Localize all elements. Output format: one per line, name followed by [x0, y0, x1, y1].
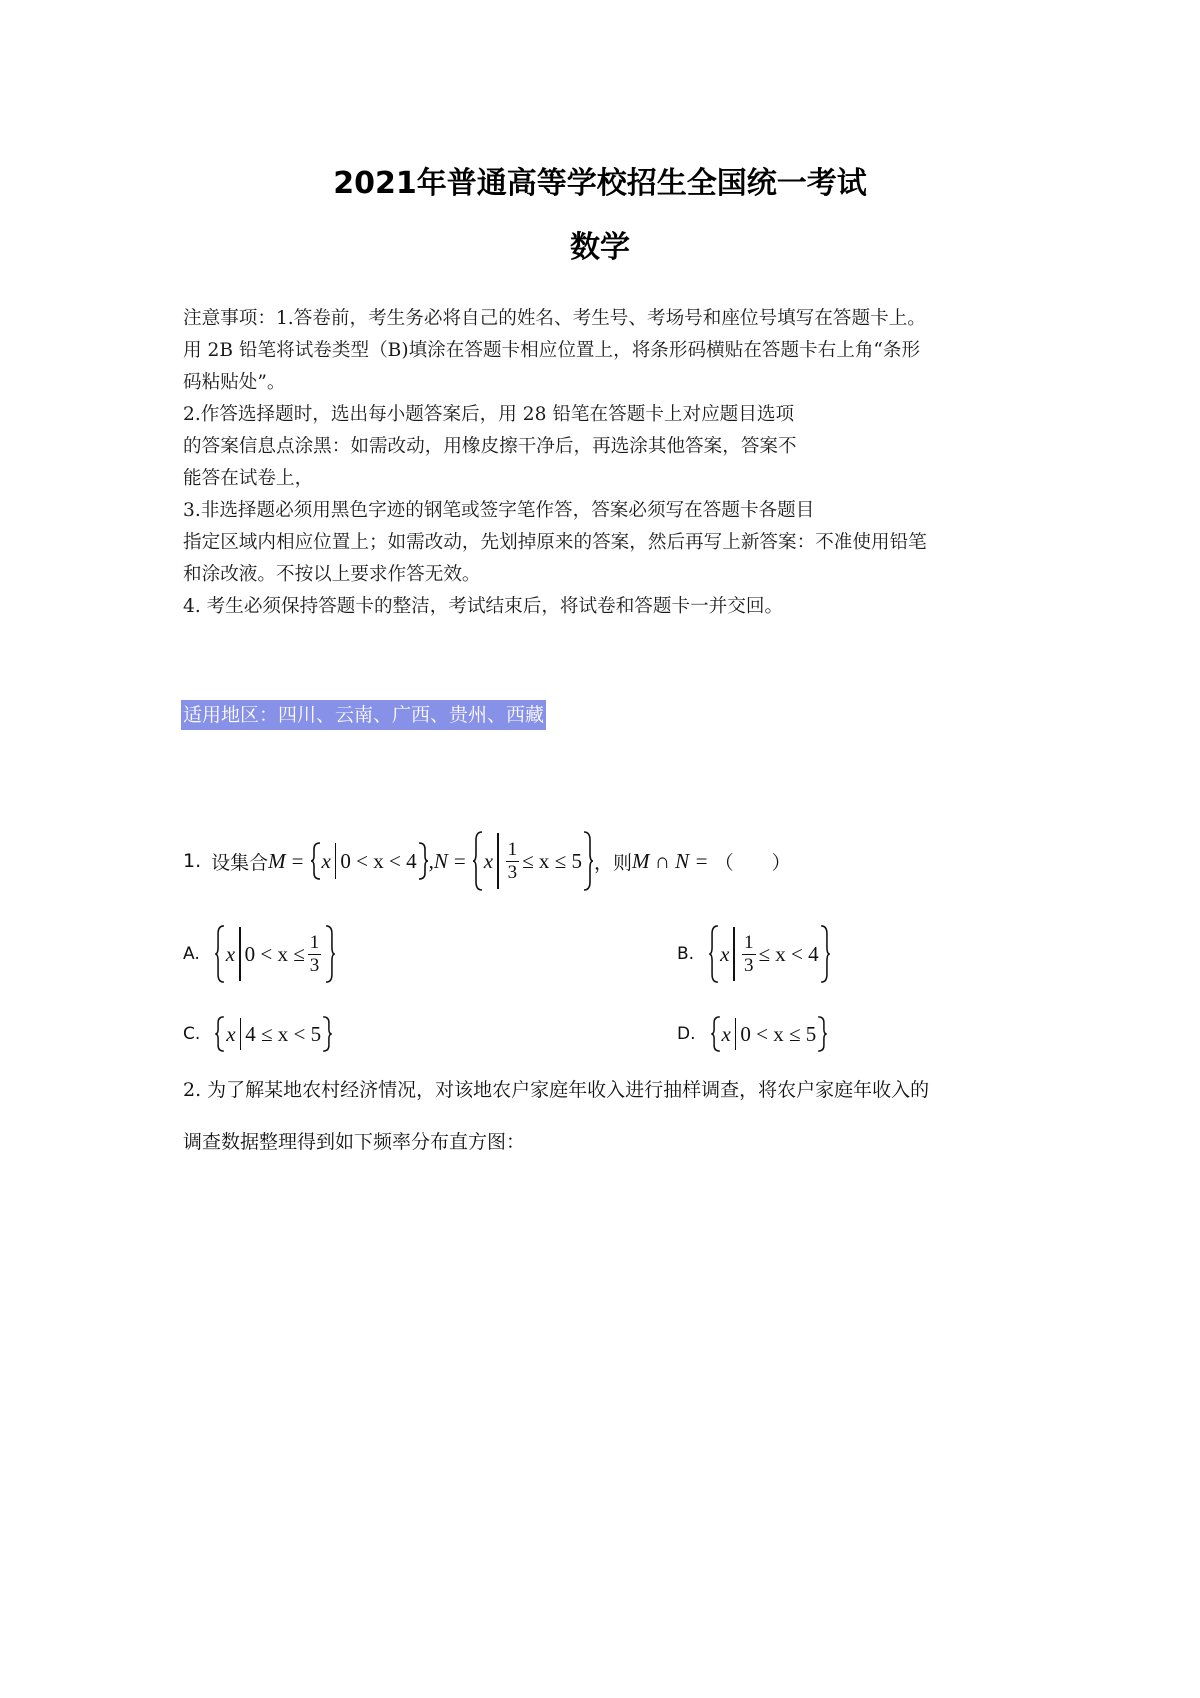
set-name-m: M	[268, 848, 286, 873]
option-c[interactable]	[183, 1014, 333, 1054]
set-name-n: N	[433, 848, 448, 873]
notice-line: 码粘贴处”。	[183, 372, 286, 393]
right-brace-icon	[816, 1015, 828, 1053]
fraction	[506, 839, 520, 884]
fraction	[308, 932, 322, 977]
fraction-denominator: 3	[744, 954, 754, 976]
notice-line: 指定区域内相应位置上；如需改动，先划掉原来的答案，然后再写上新答案：不准使用铅笔	[183, 532, 927, 553]
right-brace-icon	[324, 924, 336, 984]
right-brace-icon	[819, 924, 831, 984]
option-condition: 0 < x ≤ 5	[740, 1021, 817, 1046]
set-bar	[335, 843, 337, 879]
set-variable: x	[226, 1021, 236, 1046]
set-m-condition: 0 < x < 4	[340, 848, 417, 873]
notice-line: 用 2B 铅笔将试卷类型（B)填涂在答题卡相应位置上，将条形码横贴在答题卡右上角“条形	[183, 340, 921, 361]
set-variable: x	[483, 848, 494, 873]
answer-parentheses: （ ）	[714, 851, 791, 874]
right-brace-icon	[417, 841, 429, 881]
left-brace-icon	[214, 1015, 226, 1053]
set-bar	[239, 927, 241, 981]
question-lead: 设集合	[211, 851, 269, 874]
right-brace-icon	[582, 830, 594, 892]
set-bar	[497, 833, 499, 889]
fraction-denominator: 3	[309, 954, 320, 976]
notice-line: 能答在试卷上，	[183, 468, 314, 489]
right-brace-icon	[321, 1015, 333, 1053]
option-condition: 0 < x ≤	[244, 941, 305, 966]
question-1	[183, 826, 791, 896]
notice-line: 注意事项：1.答卷前，考生务必将自己的姓名、考生号、考场号和座位号填写在答题卡上。	[183, 308, 926, 329]
set-bar	[733, 927, 735, 981]
set-variable: x	[720, 941, 730, 966]
question-2-line: 2. 为了解某地农村经济情况，对该地农户家庭年收入进行抽样调查，将农户家庭年收入的	[183, 1079, 930, 1101]
left-brace-icon	[214, 924, 226, 984]
option-condition: ≤ x < 4	[758, 941, 819, 966]
fraction-numerator: 1	[507, 838, 518, 860]
notice-line: 3.非选择题必须用黑色字迹的钢笔或签字笔作答，答案必须写在答题卡各题目	[183, 500, 815, 521]
option-a[interactable]	[183, 922, 336, 986]
set-variable: x	[225, 941, 236, 966]
set-bar	[240, 1018, 242, 1050]
fraction-denominator: 3	[507, 861, 518, 883]
question-number: 1.	[183, 850, 202, 872]
notice-line: 的答案信息点涂黑：如需改动，用橡皮擦干净后，再选涂其他答案，答案不	[183, 436, 797, 457]
notice-line: 2.作答选择题时，选出每小题答案后，用 28 铅笔在答题卡上对应题目选项	[183, 404, 795, 425]
option-label: C.	[183, 1024, 201, 1044]
left-brace-icon	[710, 1015, 722, 1053]
fraction-numerator: 1	[744, 931, 754, 953]
option-condition: 4 ≤ x < 5	[245, 1021, 322, 1046]
question-2-line: 调查数据整理得到如下频率分布直方图：	[183, 1131, 526, 1153]
option-label: D.	[677, 1024, 696, 1044]
equals-sign: =	[291, 848, 304, 873]
question-suffix: ，则	[593, 851, 632, 874]
fraction-numerator: 1	[309, 931, 320, 953]
option-d[interactable]	[677, 1014, 828, 1054]
left-brace-icon	[472, 830, 484, 892]
set-n-condition: ≤ x ≤ 5	[522, 848, 582, 873]
comma: ,	[428, 848, 434, 873]
equals-sign: =	[453, 848, 466, 873]
notice-line: 4. 考生必须保持答题卡的整洁，考试结束后，将试卷和答题卡一并交回。	[183, 596, 784, 617]
subject-title: 数学	[570, 230, 630, 265]
option-label: B.	[677, 944, 695, 964]
left-brace-icon	[708, 924, 720, 984]
left-brace-icon	[310, 841, 322, 881]
intersection-expression: M ∩ N =	[631, 848, 709, 873]
exam-title: 2021年普通高等学校招生全国统一考试	[333, 166, 867, 201]
notice-line: 和涂改液。不按以上要求作答无效。	[183, 564, 481, 585]
applicable-region-label: 适用地区：四川、云南、广西、贵州、西藏	[181, 700, 546, 730]
set-variable: x	[721, 1021, 731, 1046]
set-variable: x	[321, 848, 331, 873]
option-b[interactable]	[677, 922, 831, 986]
fraction	[742, 932, 756, 977]
option-label: A.	[183, 944, 200, 964]
set-bar	[735, 1018, 737, 1050]
